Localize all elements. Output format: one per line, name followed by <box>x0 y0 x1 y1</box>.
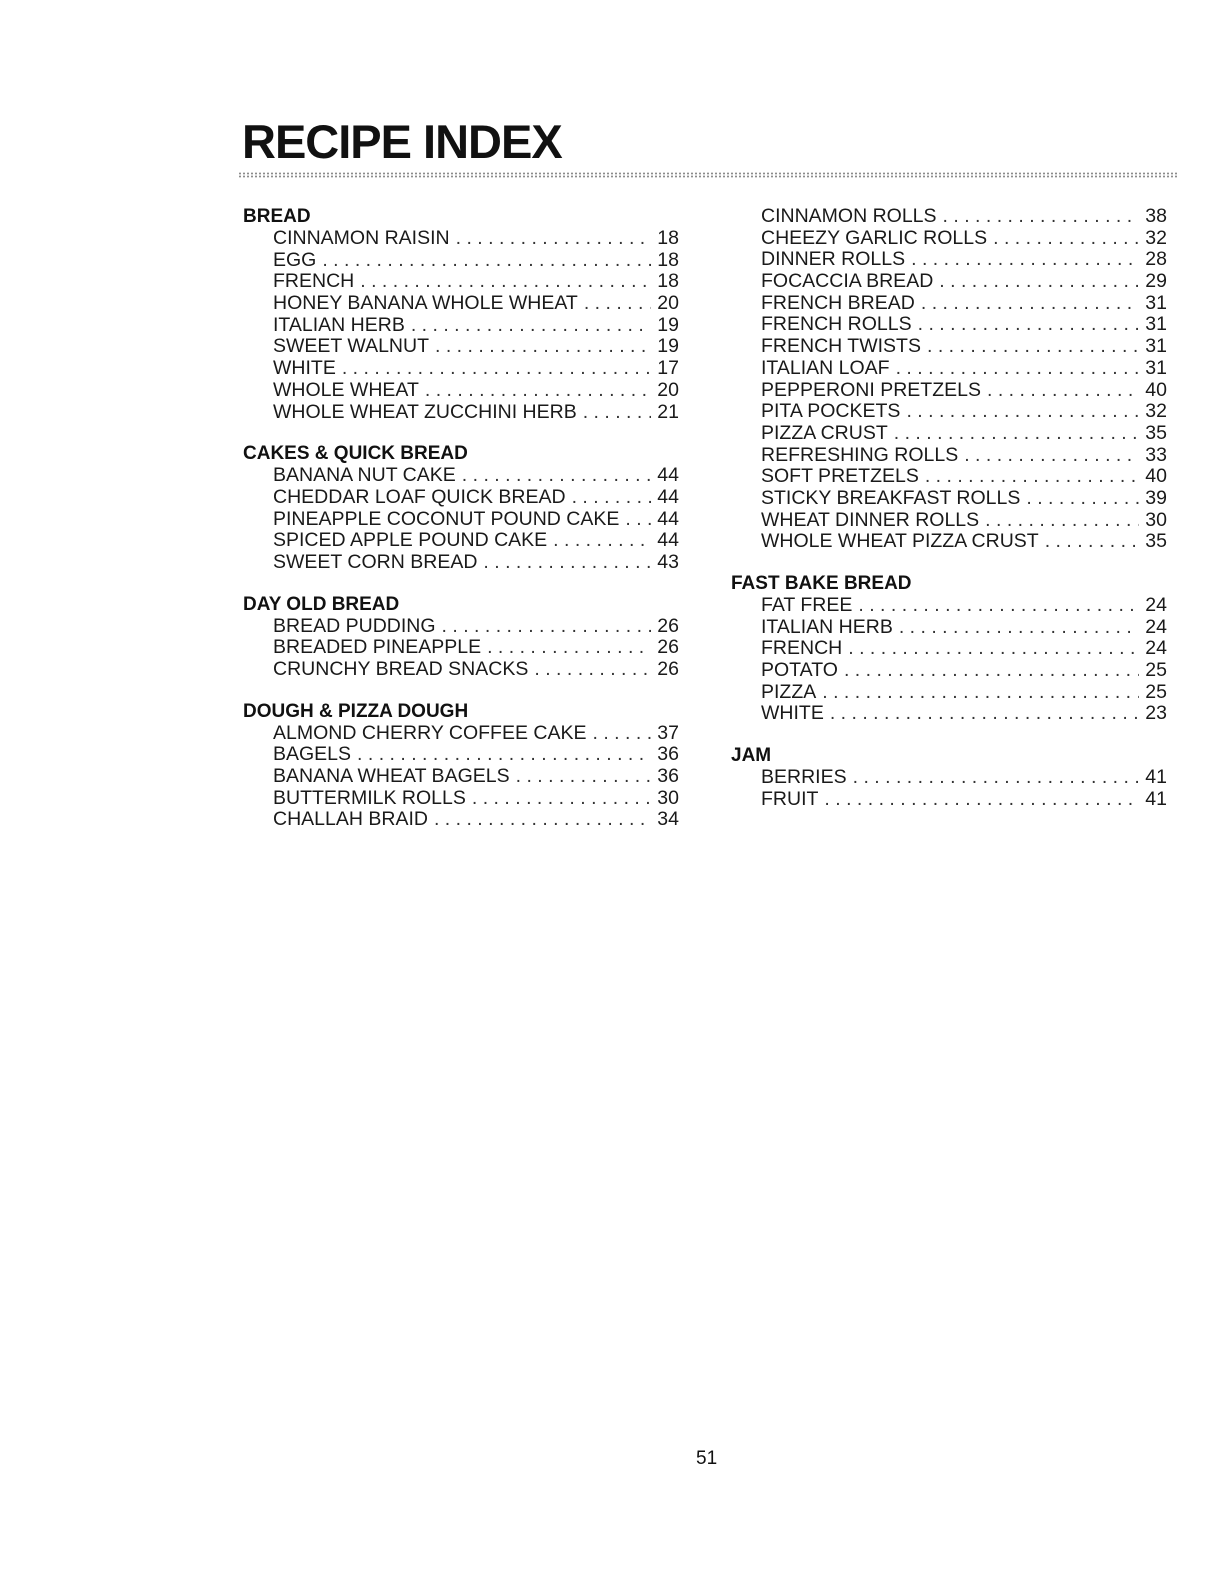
recipe-page-number: 29 <box>1145 270 1167 293</box>
recipe-name: STICKY BREAKFAST ROLLS <box>761 486 1021 509</box>
recipe-name: FRENCH ROLLS <box>761 313 912 336</box>
index-section-jam <box>731 745 1167 810</box>
recipe-page-number: 41 <box>1145 787 1167 810</box>
recipe-name: CINNAMON ROLLS <box>761 205 937 227</box>
recipe-name: CHALLAH BRAID <box>273 808 428 831</box>
recipe-page-number: 26 <box>657 658 679 680</box>
dot-leader <box>360 271 651 293</box>
dot-leader <box>411 315 651 337</box>
dot-leader <box>911 249 1139 271</box>
dot-leader <box>472 788 651 810</box>
index-entry <box>761 682 1167 704</box>
index-entry <box>761 531 1167 553</box>
recipe-page-number: 24 <box>1145 615 1167 638</box>
index-entry <box>761 789 1167 811</box>
section-heading: FAST BAKE BREAD <box>731 573 912 594</box>
index-entry <box>761 638 1167 660</box>
recipe-name: POTATO <box>761 659 838 682</box>
dot-leader <box>625 509 651 531</box>
recipe-name: DINNER ROLLS <box>761 248 906 271</box>
recipe-page-number: 40 <box>1145 378 1167 401</box>
dot-leader <box>462 465 652 487</box>
index-column-left <box>243 206 679 851</box>
recipe-name: BAGELS <box>273 743 352 766</box>
index-entry <box>273 659 679 681</box>
index-entry <box>273 228 679 250</box>
recipe-page-number: 19 <box>657 313 679 336</box>
dot-leader <box>572 487 652 509</box>
index-section-day-old-bread <box>243 594 679 681</box>
recipe-name: BUTTERMILK ROLLS <box>273 786 466 809</box>
index-entry <box>761 380 1167 402</box>
dot-leader <box>987 380 1139 402</box>
section-heading: DOUGH & PIZZA DOUGH <box>243 700 469 722</box>
index-entry <box>761 401 1167 423</box>
dot-leader <box>844 660 1139 682</box>
recipe-page-number: 37 <box>657 721 679 744</box>
recipe-name: ALMOND CHERRY COFFEE CAKE <box>273 721 587 744</box>
recipe-name: WHOLE WHEAT <box>273 378 419 401</box>
dot-leader <box>985 510 1139 532</box>
recipe-page-number: 44 <box>657 529 679 552</box>
index-entry <box>761 767 1167 789</box>
recipe-name: ITALIAN HERB <box>273 313 405 336</box>
recipe-name: BREAD PUDDING <box>273 614 436 637</box>
index-entry <box>273 530 679 552</box>
page-title: RECIPE INDEX <box>242 115 562 168</box>
index-entry <box>273 809 679 831</box>
index-section-continued <box>731 206 1167 553</box>
recipe-name: PIZZA CRUST <box>761 421 888 444</box>
index-entry <box>761 314 1167 336</box>
index-entry <box>273 250 679 272</box>
index-entry <box>273 315 679 337</box>
recipe-name: SPICED APPLE POUND CAKE <box>273 529 548 552</box>
recipe-name: FAT FREE <box>761 594 853 616</box>
index-entry <box>273 637 679 659</box>
section-heading: JAM <box>731 745 772 767</box>
dot-leader <box>993 228 1139 250</box>
index-entry <box>273 380 679 402</box>
index-entry <box>273 336 679 358</box>
section-heading: DAY OLD BREAD <box>243 593 400 615</box>
recipe-page-number: 44 <box>657 464 679 487</box>
recipe-page-number: 38 <box>1145 205 1167 227</box>
recipe-name: CINNAMON RAISIN <box>273 227 450 249</box>
index-entry <box>273 293 679 315</box>
dot-leader <box>456 228 652 250</box>
recipe-page-number: 31 <box>1145 313 1167 336</box>
dot-leader <box>824 789 1139 811</box>
recipe-name: FRENCH BREAD <box>761 291 915 314</box>
recipe-page-number: 20 <box>657 378 679 401</box>
recipe-page-number: 30 <box>657 786 679 809</box>
index-entry <box>761 336 1167 358</box>
index-entry <box>761 206 1167 228</box>
dot-leader <box>927 336 1139 358</box>
dot-leader <box>1026 488 1139 510</box>
recipe-page-number: 31 <box>1145 356 1167 379</box>
dot-leader <box>918 314 1140 336</box>
index-entry <box>273 788 679 810</box>
recipe-page-number: 24 <box>1145 594 1167 616</box>
dot-leader <box>593 723 652 745</box>
index-entry <box>273 465 679 487</box>
recipe-page-number: 19 <box>657 335 679 358</box>
index-entry <box>761 660 1167 682</box>
index-entry <box>761 293 1167 315</box>
recipe-name: SWEET CORN BREAD <box>273 550 478 573</box>
dot-leader <box>848 638 1139 660</box>
recipe-page-number: 25 <box>1145 659 1167 682</box>
dot-leader <box>435 336 651 358</box>
recipe-page-number: 40 <box>1145 465 1167 488</box>
recipe-page-number: 31 <box>1145 291 1167 314</box>
index-section-bread <box>243 206 679 423</box>
recipe-name: SOFT PRETZELS <box>761 465 919 488</box>
index-entry <box>273 552 679 574</box>
index-entry <box>273 402 679 424</box>
index-section-dough-and-pizza-dough <box>243 701 679 831</box>
recipe-page-number: 21 <box>657 400 679 423</box>
recipe-page-number: 20 <box>657 292 679 315</box>
recipe-name: PITA POCKETS <box>761 400 901 423</box>
recipe-name: FRENCH <box>273 270 355 293</box>
recipe-name: WHOLE WHEAT PIZZA CRUST <box>761 530 1039 553</box>
recipe-name: WHOLE WHEAT ZUCCHINI HERB <box>273 400 577 423</box>
dot-leader <box>483 552 651 574</box>
recipe-page-number: 35 <box>1145 421 1167 444</box>
recipe-page-number: 24 <box>1145 637 1167 660</box>
section-heading: BREAD <box>243 206 311 227</box>
dot-leader <box>896 358 1140 380</box>
index-entry <box>273 358 679 380</box>
dot-leader <box>516 766 652 788</box>
recipe-name: FRUIT <box>761 787 819 810</box>
recipe-page-number: 17 <box>657 357 679 380</box>
recipe-page-number: 35 <box>1145 530 1167 553</box>
recipe-page-number: 44 <box>657 485 679 508</box>
recipe-name: HONEY BANANA WHOLE WHEAT <box>273 292 578 315</box>
recipe-page-number: 28 <box>1145 248 1167 271</box>
dot-leader <box>357 744 651 766</box>
recipe-name: SWEET WALNUT <box>273 335 430 358</box>
recipe-page-number: 33 <box>1145 443 1167 466</box>
recipe-name: WHITE <box>273 357 336 380</box>
recipe-page-number: 23 <box>1145 702 1167 725</box>
recipe-page-number: 26 <box>657 636 679 659</box>
dot-leader <box>858 595 1139 617</box>
recipe-page-number: 36 <box>657 743 679 766</box>
recipe-name: ITALIAN LOAF <box>761 356 890 379</box>
recipe-page-number: 44 <box>657 507 679 530</box>
recipe-page-number: 31 <box>1145 335 1167 358</box>
index-entry <box>273 487 679 509</box>
index-entry <box>761 228 1167 250</box>
recipe-name: BREADED PINEAPPLE <box>273 636 482 659</box>
index-entry <box>761 445 1167 467</box>
recipe-name: CRUNCHY BREAD SNACKS <box>273 658 529 680</box>
recipe-name: CHEDDAR LOAF QUICK BREAD <box>273 485 566 508</box>
dot-leader <box>906 401 1139 423</box>
recipe-name: FRENCH TWISTS <box>761 335 921 358</box>
recipe-page-number: 30 <box>1145 508 1167 531</box>
recipe-name: PINEAPPLE COCONUT POUND CAKE <box>273 507 620 530</box>
dot-leader <box>1045 531 1140 553</box>
dot-leader <box>553 530 651 552</box>
index-entry <box>273 744 679 766</box>
dot-leader <box>830 703 1139 725</box>
index-entry <box>761 423 1167 445</box>
dot-leader <box>964 445 1139 467</box>
index-entry <box>761 466 1167 488</box>
index-entry <box>761 271 1167 293</box>
index-section-fast-bake-bread <box>731 573 1167 725</box>
recipe-name: WHITE <box>761 702 824 725</box>
recipe-page-number: 43 <box>657 550 679 573</box>
recipe-page-number: 41 <box>1145 766 1167 789</box>
recipe-name: CHEEZY GARLIC ROLLS <box>761 226 988 249</box>
recipe-page-number: 18 <box>657 270 679 293</box>
dot-leader <box>442 616 652 638</box>
dot-leader <box>939 271 1139 293</box>
index-column-right <box>731 206 1167 831</box>
recipe-page-number: 18 <box>657 248 679 271</box>
recipe-name: BERRIES <box>761 766 847 789</box>
recipe-name: PEPPERONI PRETZELS <box>761 378 981 401</box>
recipe-page-number: 32 <box>1145 226 1167 249</box>
index-entry <box>273 271 679 293</box>
index-entry <box>761 617 1167 639</box>
recipe-page-number: 25 <box>1145 680 1167 703</box>
index-entry <box>761 703 1167 725</box>
recipe-name: PIZZA <box>761 680 817 703</box>
index-entry <box>273 616 679 638</box>
recipe-name: FOCACCIA BREAD <box>761 270 934 293</box>
section-heading: CAKES & QUICK BREAD <box>243 443 468 465</box>
dot-leader <box>853 767 1140 789</box>
dot-leader <box>925 466 1139 488</box>
recipe-name: BANANA WHEAT BAGELS <box>273 765 510 788</box>
recipe-name: BANANA NUT CAKE <box>273 464 456 487</box>
recipe-page-number: 36 <box>657 765 679 788</box>
page-number: 51 <box>696 1448 718 1469</box>
recipe-page-number: 32 <box>1145 400 1167 423</box>
dot-leader <box>487 637 651 659</box>
dot-leader <box>921 293 1139 315</box>
recipe-name: EGG <box>273 248 317 271</box>
dot-leader <box>434 809 651 831</box>
recipe-page-number: 26 <box>657 614 679 637</box>
dot-leader <box>425 380 651 402</box>
recipe-page-number: 39 <box>1145 486 1167 509</box>
recipe-page-number: 18 <box>657 227 679 249</box>
index-entry <box>273 766 679 788</box>
dot-leader <box>584 293 651 315</box>
recipe-name: REFRESHING ROLLS <box>761 443 959 466</box>
index-entry <box>761 595 1167 617</box>
index-entry <box>273 723 679 745</box>
index-entry <box>761 488 1167 510</box>
dot-leader <box>899 617 1139 639</box>
title-rule <box>238 172 1178 178</box>
index-entry <box>761 358 1167 380</box>
index-entry <box>273 509 679 531</box>
recipe-page-number: 34 <box>657 808 679 831</box>
dot-leader <box>534 659 651 681</box>
recipe-name: ITALIAN HERB <box>761 615 893 638</box>
index-section-cakes-and-quick-bread <box>243 443 679 573</box>
dot-leader <box>342 358 651 380</box>
dot-leader <box>822 682 1139 704</box>
dot-leader <box>583 402 652 424</box>
dot-leader <box>894 423 1140 445</box>
index-entry <box>761 249 1167 271</box>
recipe-name: FRENCH <box>761 637 843 660</box>
recipe-name: WHEAT DINNER ROLLS <box>761 508 980 531</box>
dot-leader <box>322 250 651 272</box>
index-entry <box>761 510 1167 532</box>
dot-leader <box>943 206 1140 228</box>
